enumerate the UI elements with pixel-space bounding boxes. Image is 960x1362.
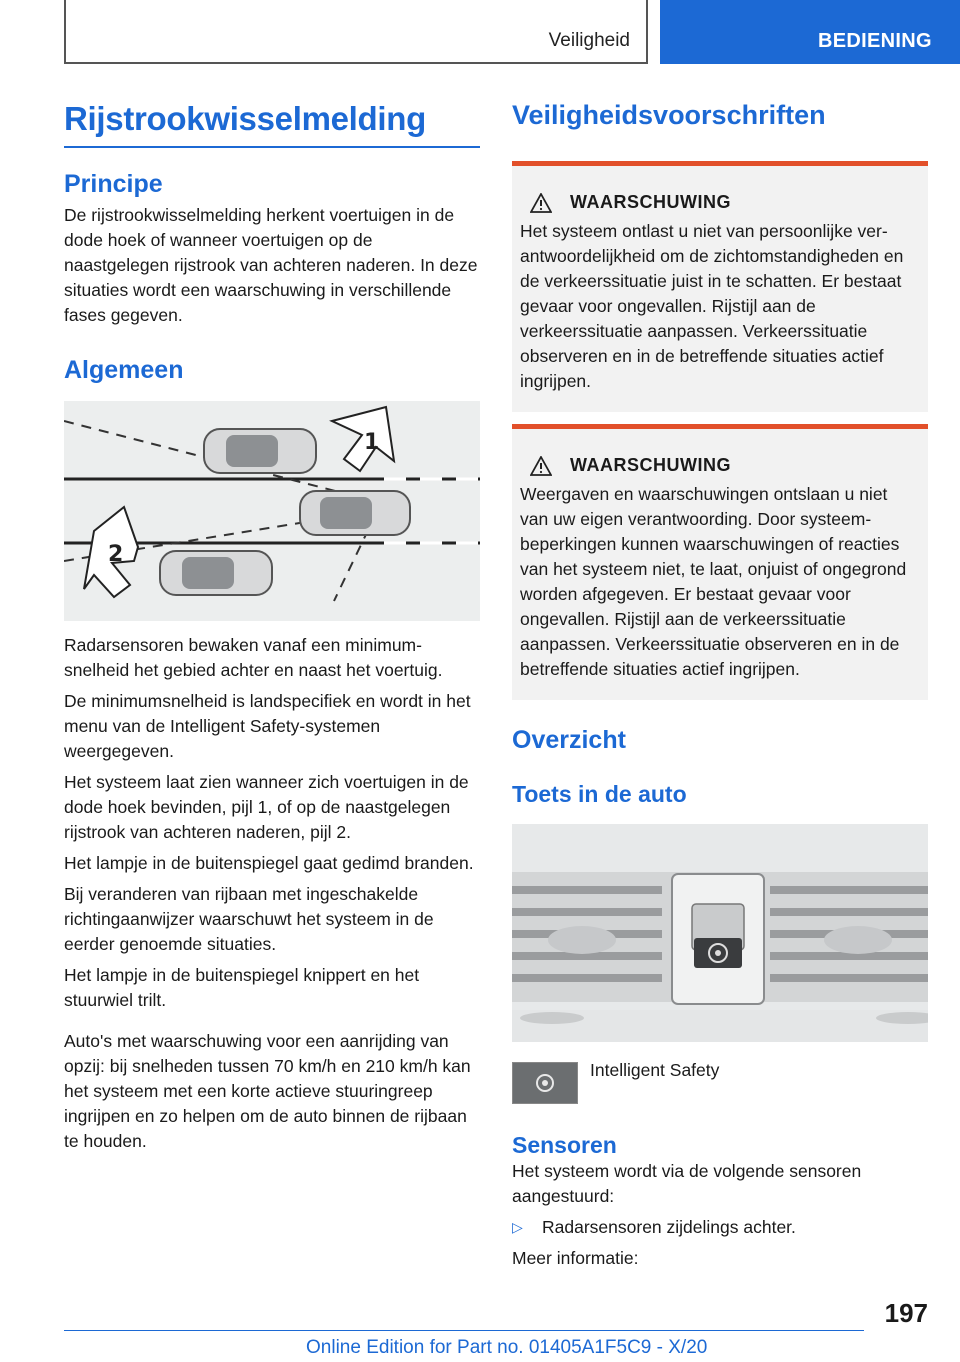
sensoren-text: Het systeem wordt via de volgende sensoren aangestuurd: [512,1161,862,1206]
overzicht-heading: Overzicht [512,726,626,754]
icon-legend [512,1062,928,1104]
warning-text-2: Weergaven en waarschuwingen ontslaan u niet van uw eigen verantwoording. Door systeembeperkingen kunnen waarschuwingen of reacties van het systeem niet, te laat, onjuist of ongegrond worden afgegeven. Er bestaat gevaar voor ongevallen. Rijstijl aan de verkeerssituatie aanpassen. Verkeerssituatie observeren en in de betreffende situaties actief ingrijpen. [520,484,907,679]
warning-title-1: WAARSCHUWING [530,192,920,213]
sensoren-heading: Sensoren [512,1132,617,1158]
footer-divider [64,1330,864,1331]
car-top [204,429,316,473]
paragraph-4: Het lampje in de buitenspiegel gaat gedimd branden. [64,853,474,873]
warning-title-2: WAARSCHUWING [530,455,920,476]
car-middle [300,491,410,535]
bullet-item: ▷ Radarsensoren zijdelings achter. [512,1215,928,1240]
page-title: Rijstrookwisselmelding [64,100,480,148]
dashboard-button-photo [512,824,928,1042]
arrow-2-label: 2 [108,542,124,567]
warning-triangle-icon [530,456,552,476]
principe-heading: Principe [64,170,163,198]
car-bottom [160,551,272,595]
right-column [512,100,928,1277]
algemeen-heading: Algemeen [64,356,184,384]
paragraph-1: Radarsensoren bewaken vanaf een minimumsnelheid het gebied achter en naast het voertuig. [64,635,443,680]
paragraph-final: Auto's met waarschuwing voor een aanrijding van opzij: bij snelheden tussen 70 km/h en 210 km/h kan het systeem met een korte actieve stuuringreep ingrijpen en zo helpen om de auto binnen de rijbaan te houden. [64,1031,471,1151]
header-tab[interactable]: BEDIENING [660,0,960,64]
header-section: Veiligheid [548,30,630,51]
warning-triangle-icon [530,193,552,213]
intelligent-safety-icon [512,1062,578,1104]
safety-title: Veiligheidsvoorschriften [512,100,826,130]
arrow-1-label: 1 [364,430,380,455]
principe-text: De rijstrookwisselmelding herkent voertuigen in de dode hoek of wanneer voertuigen op de naastgelegen rijstrook van achteren naderen. In deze situaties wordt een waarschuwing in verschillende fases gegeven. [64,205,478,325]
warning-box-1 [512,161,928,412]
paragraph-6: Het lampje in de buitenspiegel knippert en het stuurwiel trilt. [64,965,420,1010]
paragraph-3: Het systeem laat zien wanneer zich voertuigen in de dode hoek bevinden, pijl 1, of op de naastgelegen rijstrook van achteren naderen, pijl 2. [64,772,469,842]
paragraph-2: De minimumsnelheid is landspecifiek en wordt in het menu van de Intelligent Safety-systemen weergegeven. [64,691,471,761]
blind-spot-illustration [64,401,480,621]
bullet-triangle-icon: ▷ [512,1219,523,1235]
toets-heading: Toets in de auto [512,781,687,807]
left-column [64,100,480,1160]
intelligent-safety-label: Intelligent Safety [590,1060,720,1080]
paragraph-5: Bij veranderen van rijbaan met ingeschakelde richtingaanwijzer waarschuwt het systeem in de eerder genoemde situaties. [64,884,434,954]
footer-edition: Online Edition for Part no. 01405A1F5C9 - X/20 [306,1337,708,1358]
meer-informatie: Meer informatie: [512,1248,639,1268]
warning-box-2 [512,424,928,700]
page-number: 197 [884,1298,928,1328]
warning-text-1: Het systeem ontlast u niet van persoonlijke verantwoordelijkheid om de zichtomstandigheden en de verkeerssituatie juist in te schatten. Er bestaat gevaar voor ongevallen. Rijstijl aan de verkeerssituatie aanpassen. Verkeerssituatie observeren en in de betreffende situaties actief ingrijpen. [520,221,904,391]
